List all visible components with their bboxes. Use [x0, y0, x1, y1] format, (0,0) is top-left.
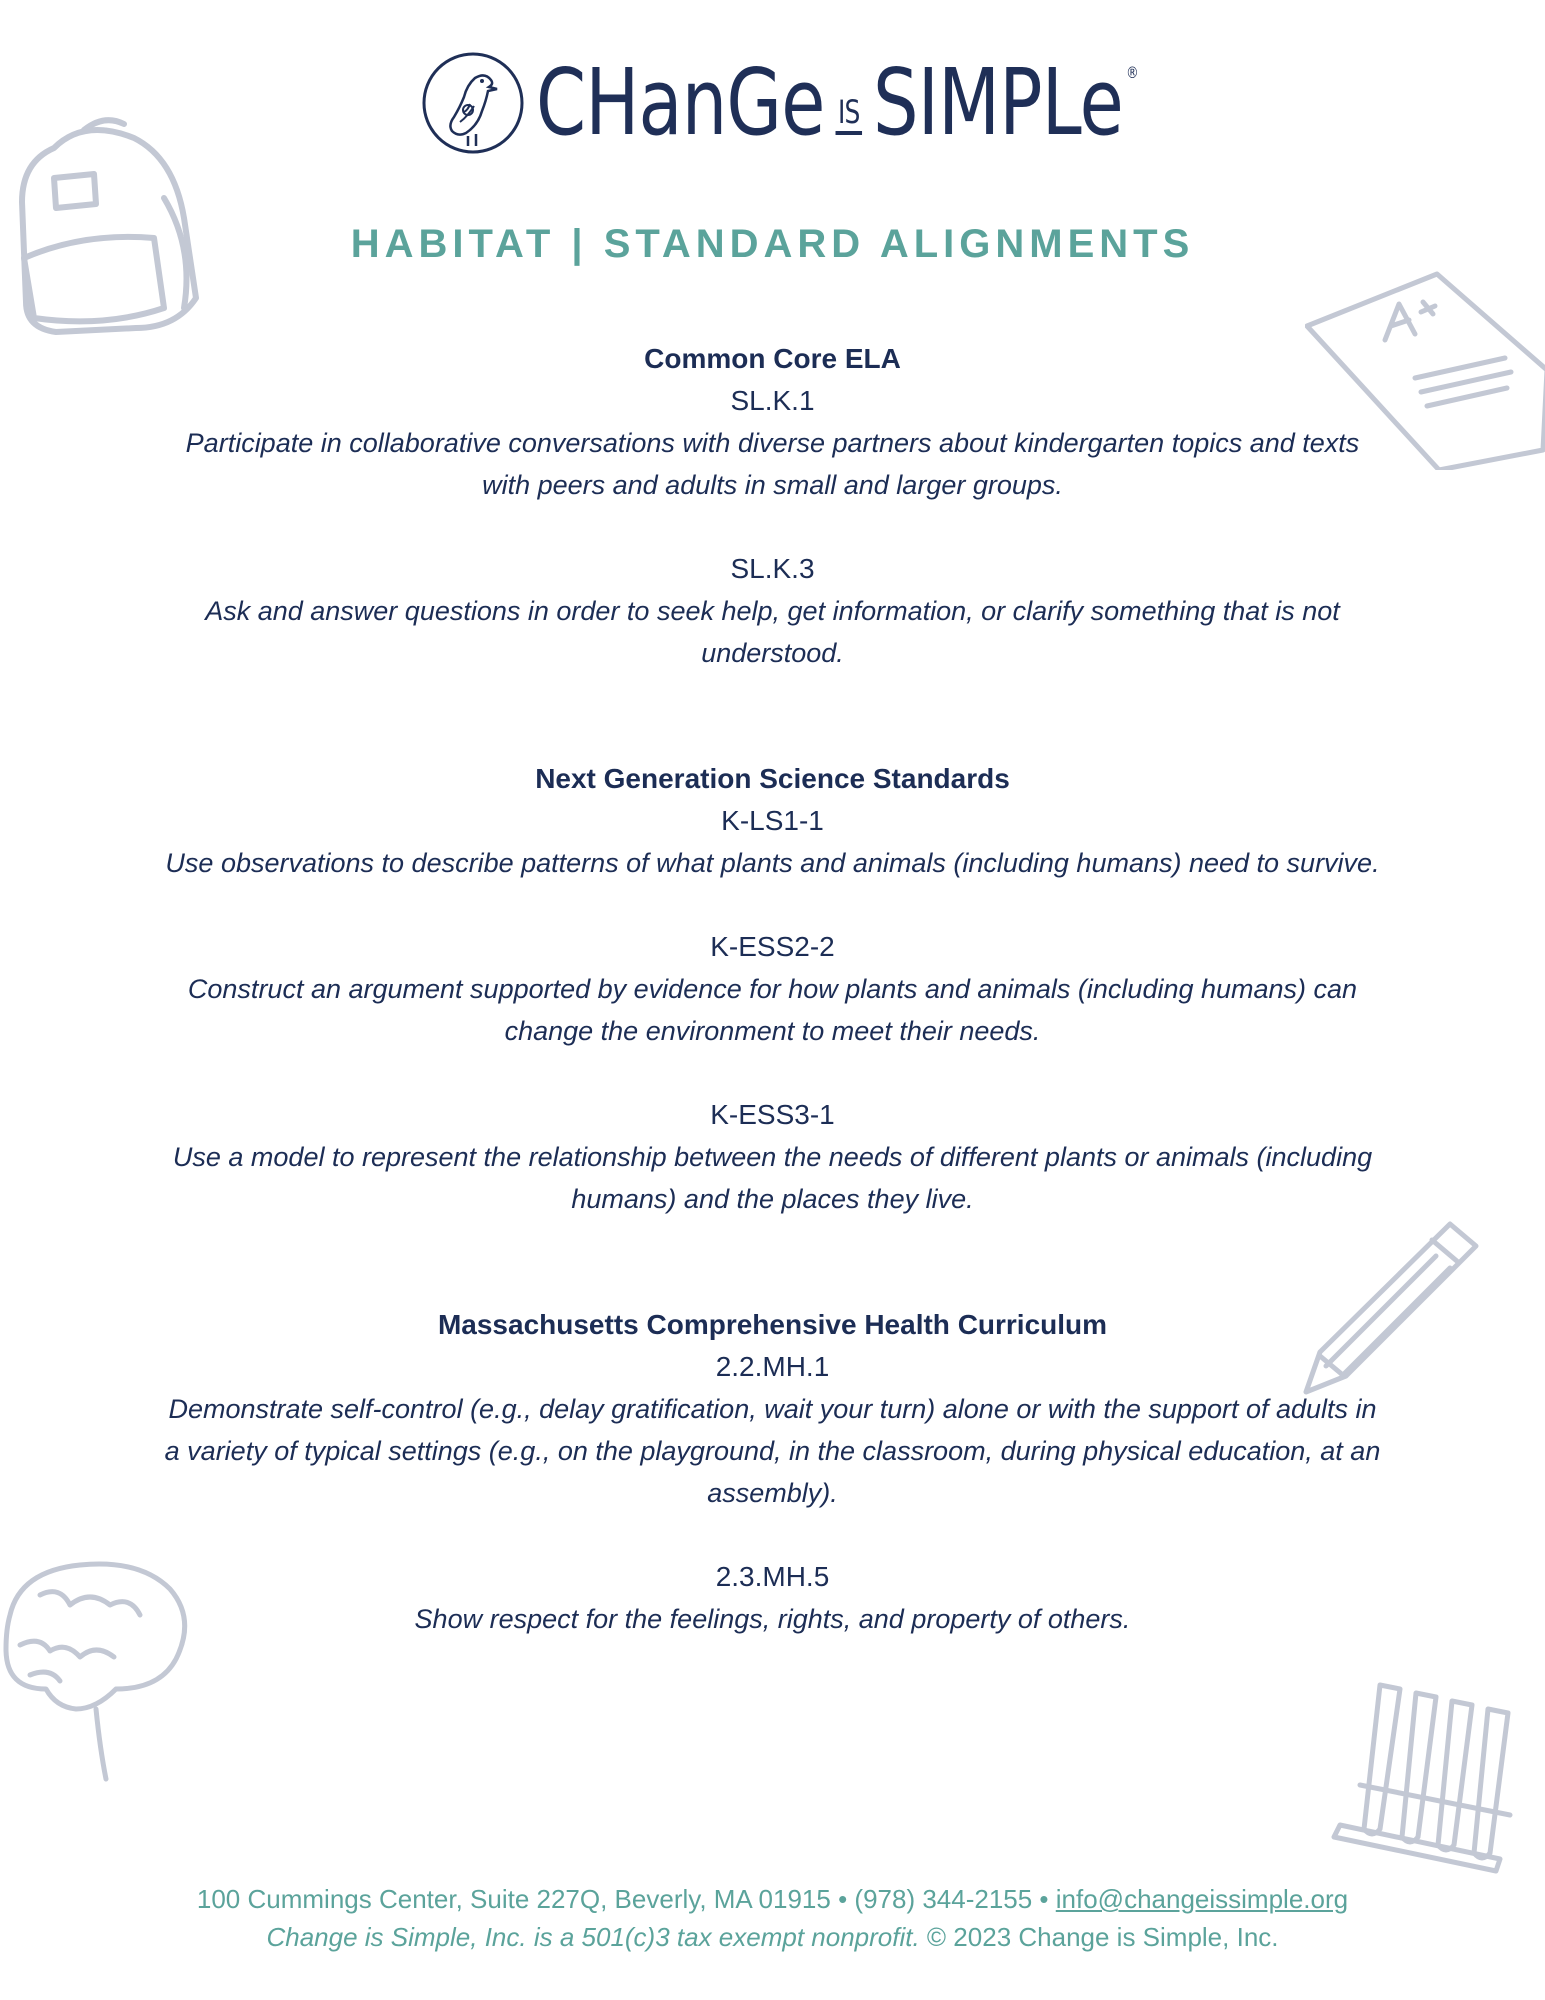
- page-footer: [0, 1880, 1545, 1956]
- standard-description-line: Demonstrate self-control (e.g., delay gratification, wait your turn) alone or with the support of adults in: [168, 1394, 1377, 1424]
- standard-description-line: Use a model to represent the relationship between the needs of different plants or animals (including: [172, 1142, 1373, 1172]
- standard-code: K-ESS3-1: [710, 1099, 835, 1130]
- section-title: Massachusetts Comprehensive Health Curriculum: [437, 1309, 1108, 1340]
- standard-description-line: Construct an argument supported by evidence for how plants and animals (including humans) can: [187, 974, 1358, 1004]
- brand-logo: [420, 48, 1308, 158]
- brand-word-simple: SIMPLe: [872, 49, 1124, 156]
- brand-word-change: CHanGe: [536, 49, 825, 156]
- standard-code: K-ESS2-2: [710, 931, 835, 962]
- page-title: HABITAT | STANDARD ALIGNMENTS: [350, 222, 1195, 266]
- brand-wordmark: [536, 49, 1138, 156]
- standard-description-line: humans) and the places they live.: [571, 1184, 974, 1214]
- section-ngss: [150, 758, 1395, 1220]
- standard-description-line: Participate in collaborative conversations with diverse partners about kindergarten topics and texts: [185, 428, 1360, 458]
- standard-code: SL.K.1: [730, 385, 815, 416]
- standard-description-line: with peers and adults in small and larger groups.: [482, 470, 1063, 500]
- footer-email-link[interactable]: info@changeissimple.org: [1055, 1884, 1349, 1914]
- brain-icon: [0, 1555, 195, 1785]
- standard-description-line: change the environment to meet their needs.: [504, 1016, 1041, 1046]
- pencil-icon: [1300, 1220, 1480, 1400]
- bird-logo-icon: [420, 50, 526, 156]
- standard-code: 2.3.MH.5: [715, 1561, 830, 1592]
- standard-description-line: Show respect for the feelings, rights, and property of others.: [414, 1604, 1131, 1634]
- standard-description-line: understood.: [701, 638, 844, 668]
- standard-description-line: a variety of typical settings (e.g., on the playground, in the classroom, during physical education, at an: [164, 1436, 1381, 1466]
- test-tubes-icon: [1330, 1675, 1545, 1875]
- brand-is-underline: [836, 131, 863, 135]
- standard-description-line: assembly).: [707, 1478, 838, 1508]
- section-title: Common Core ELA: [644, 343, 901, 374]
- brand-word-is: [836, 93, 863, 135]
- section-title: Next Generation Science Standards: [535, 763, 1010, 794]
- standard-code: SL.K.3: [730, 553, 815, 584]
- standard-code: K-LS1-1: [721, 805, 824, 836]
- standard-description-line: Ask and answer questions in order to seek help, get information, or clarify something that is not: [205, 596, 1340, 626]
- standard-description-line: Use observations to describe patterns of what plants and animals (including humans) need to survive.: [165, 848, 1380, 878]
- standards-content: [150, 338, 1395, 1640]
- footer-legal: [0, 1918, 1545, 1956]
- backpack-icon: [14, 108, 204, 338]
- registered-mark: ®: [1126, 63, 1138, 82]
- footer-contact: [0, 1880, 1545, 1918]
- brand-is-text: IS: [837, 93, 860, 131]
- footer-nonprofit-note: Change is Simple, Inc. is a 501(c)3 tax exempt nonprofit.: [266, 1922, 920, 1952]
- graded-paper-icon: [1305, 270, 1545, 470]
- section-common-core: [150, 338, 1395, 674]
- footer-copyright: © 2023 Change is Simple, Inc.: [919, 1922, 1279, 1952]
- section-mass-health: [150, 1304, 1395, 1640]
- standard-code: 2.2.MH.1: [715, 1351, 830, 1382]
- footer-address: 100 Cummings Center, Suite 227Q, Beverly, MA 01915 • (978) 344-2155 •: [196, 1884, 1056, 1914]
